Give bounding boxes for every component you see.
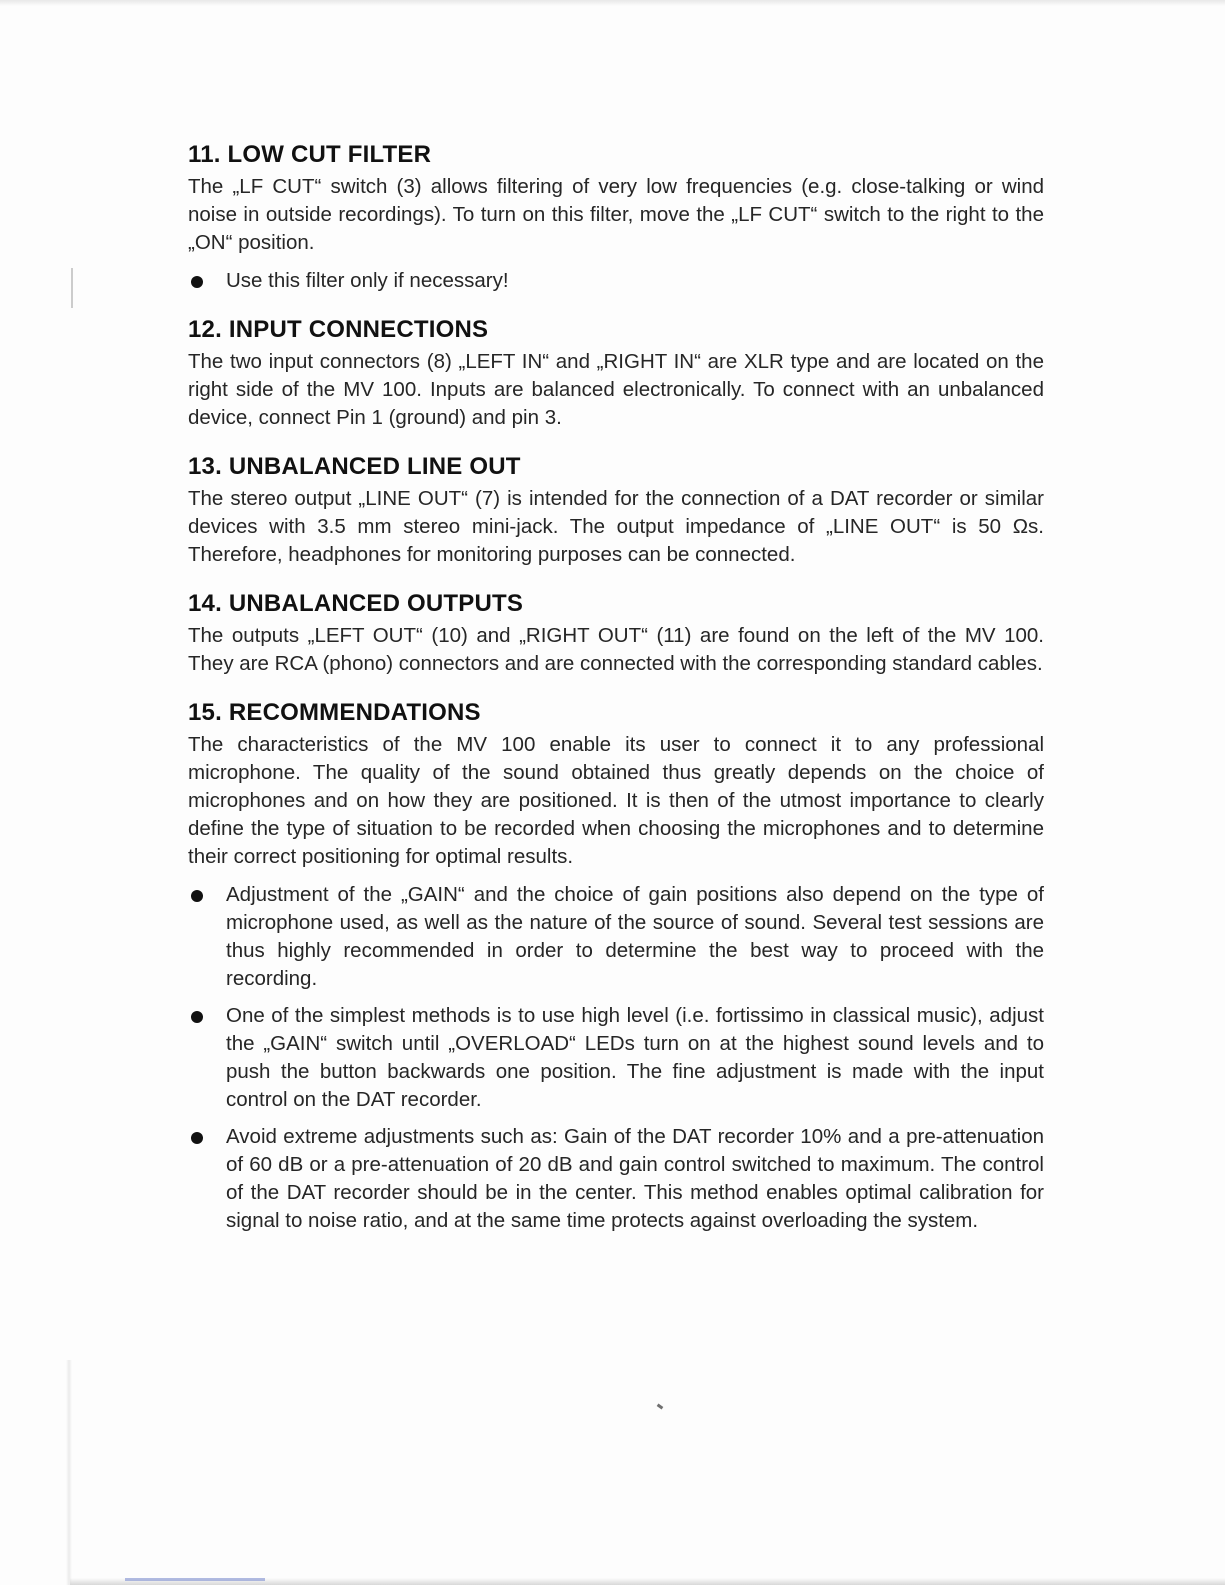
bullet-item [188, 1002, 1044, 1114]
section-low-cut-filter [188, 140, 1044, 295]
section-paragraph: The two input connectors (8) „LEFT IN“ and „RIGHT IN“ are XLR type and are located on the right side of the MV 100. Inputs are balanced electronically. To connect with an unbalanced device, connect Pin 1 (ground) and pin 3. [188, 350, 1044, 429]
section-paragraph: The stereo output „LINE OUT“ (7) is intended for the connection of a DAT recorder or similar devices with 3.5 mm stereo mini-jack. The output impedance of „LINE OUT“ is 50 Ωs. Therefore, headphones for monitoring purposes can be connected. [188, 487, 1044, 566]
bullet-text: One of the simplest methods is to use high level (i.e. fortissimo in classical music), adjust the „GAIN“ switch until „OVERLOAD“ LEDs turn on at the highest sound levels and to push the button backwards one position. The fine adjustment is made with the input control on the DAT recorder. [226, 1004, 1044, 1111]
bullet-text: Adjustment of the „GAIN“ and the choice of gain positions also depend on the type of microphone used, as well as the nature of the source of sound. Several test sessions are thus highly recommended in order to determine the best way to proceed with the recording. [226, 883, 1044, 990]
section-recommendations [188, 698, 1044, 1235]
scan-bottom-mark [125, 1578, 265, 1581]
section-title: 11. LOW CUT FILTER [188, 141, 432, 168]
section-input-connections [188, 315, 1044, 432]
section-title: 14. UNBALANCED OUTPUTS [188, 590, 524, 617]
bullet-text: Use this filter only if necessary! [226, 269, 509, 292]
scan-top-edge [0, 0, 1225, 6]
bullet-item [188, 267, 1044, 295]
bullet-item [188, 1123, 1044, 1235]
document-content [188, 140, 1044, 1255]
scan-edge-mark [71, 268, 73, 308]
section-unbalanced-outputs [188, 589, 1044, 678]
section-unbalanced-line-out [188, 452, 1044, 569]
section-title: 15. RECOMMENDATIONS [188, 699, 481, 726]
bullet-list [188, 881, 1044, 1235]
scan-left-shadow [66, 1360, 72, 1585]
section-title: 12. INPUT CONNECTIONS [188, 316, 489, 343]
bullet-icon [191, 890, 203, 902]
section-paragraph: The outputs „LEFT OUT“ (10) and „RIGHT OUT“ (11) are found on the left of the MV 100. They are RCA (phono) connectors and are connected with the corresponding standard cables. [188, 624, 1044, 675]
section-paragraph: The „LF CUT“ switch (3) allows filtering of very low frequencies (e.g. close-talking or wind noise in outside recordings). To turn on this filter, move the „LF CUT“ switch to the right to the „ON“ position. [188, 175, 1044, 254]
bullet-icon [191, 1011, 203, 1023]
section-title: 13. UNBALANCED LINE OUT [188, 453, 521, 480]
section-paragraph: The characteristics of the MV 100 enable its user to connect it to any professional microphone. The quality of the sound obtained thus greatly depends on the choice of microphones and on how they are positioned. It is then of the utmost importance to clearly define the type of situation to be recorded when choosing the microphones and to determine their correct positioning for optimal results. [188, 733, 1044, 868]
scan-speck [657, 1404, 664, 1410]
bullet-icon [191, 1132, 203, 1144]
bullet-icon [191, 276, 203, 288]
bullet-list [188, 267, 1044, 295]
bullet-text: Avoid extreme adjustments such as: Gain of the DAT recorder 10% and a pre-attenuation of 60 dB or a pre-attenuation of 20 dB and gain control switched to maximum. The control of the DAT recorder should be in the center. This method enables optimal calibration for signal to noise ratio, and at the same time protects against overloading the system. [226, 1125, 1044, 1232]
bullet-item [188, 881, 1044, 993]
